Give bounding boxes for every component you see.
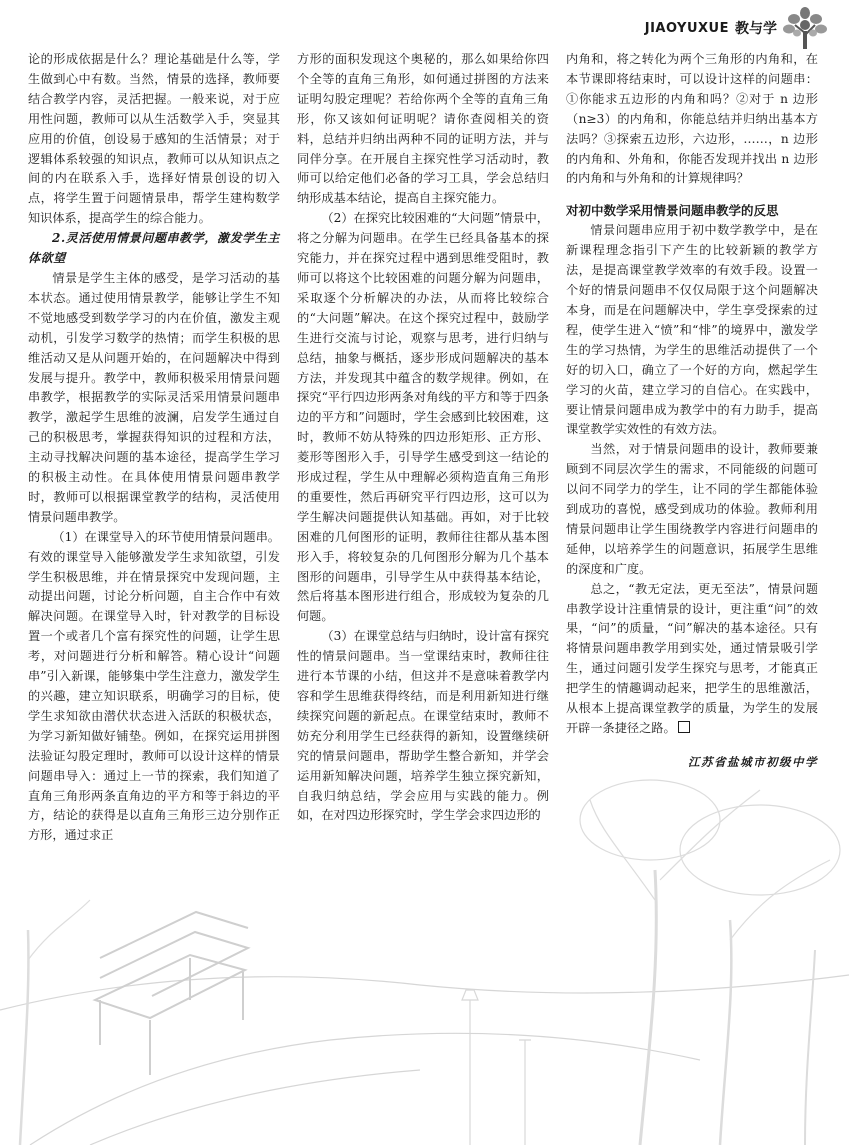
magazine-name-cn: 教与学: [735, 21, 777, 37]
paragraph: 当然，对于情景问题串的设计，教师要兼顾到不同层次学生的需求，不同能级的问题可以问不同学力的学生，让不同的学生都能体验到成功的喜悦，感受到成功的体验。教师利用情景问题串让学生围绕教学内容进行问题串的延伸，以培养学生的问题意识，拓展学生思维的深度和广度。: [566, 442, 818, 576]
paragraph: 情景问题串应用于初中数学教学中，是在新课程理念指引下产生的比较新颖的教学方法，是提高课堂教学效率的有效手段。设置一个好的情景问题串不仅仅局限于这个问题解决本身，而是在问题解决中，学生享受探索的过程，使学生进入“愤”和“悱”的境界中，激发学生的学习热情，为学生的思维活动提供了一个好的切入口，确立了一个好的方向，燃起学生学习的火苗，建立学习的自信心。在实践中，要让情景问题串成为教学中的有力助手，提高课堂教学实效性的有效方法。: [566, 223, 818, 437]
column-middle: [297, 50, 549, 826]
bench-icon: [95, 912, 248, 1075]
page-header: [645, 8, 829, 48]
paragraph: 论的形成依据是什么？理论基础是什么等，学生做到心中有数。当然，情景的选择，教师要结合教学内容，灵活把握。一般来说，对于应用性问题，教师可以从生活数学入手，突显其应用的价值，创设易于感知的生活情景；对于逻辑体系较强的知识点，教师可以从知识点之间的内在联系入手，选择好情景创设的切入点，将学生置于问题情景串，帮学生建构数学知识体系，提高学生的综合能力。: [28, 52, 280, 226]
paragraph: 内角和，将之转化为两个三角形的内角和，在本节课即将结束时，可以设计这样的问题串：①你能求五边形的内角和吗？②对于 n 边形（n≥3）的内角和，你能总结并归纳出基本方法吗？③探索五边形，六边形，……，n 边形的内角和、外角和，你能否发现并找出 n 边形的内角和与外角和的计算规律吗？: [566, 52, 818, 186]
column-right: [566, 50, 818, 773]
paragraph: （3）在课堂总结与归纳时，设计富有探究性的情景问题串。当一堂课结束时，教师往往进行本节课的小结，但这并不是意味着教学内容和学生思维获得终结，而是利用新知进行继续探究问题的新起点。在课堂结束时，教师不妨充分利用学生已经获得的新知，设置继续研究的情景问题串，帮助学生整合新知，并学会运用新知解决问题，培养学生独立探究新知，自我归纳总结，学会应用与实践的能力。例如，在对四边形探究时，学生学会求四边形的: [297, 629, 549, 823]
paragraph: （1）在课堂导入的环节使用情景问题串。有效的课堂导入能够激发学生求知欲望，引发学生积极思维，并在情景探究中发现问题，主动提出问题，讨论分析问题，自主合作中有效解决问题。在课堂导入时，针对教学的目标设置一个或者几个富有探究性的问题，让学生思考，对问题进行分析和解答。精心设计“问题串”引入新课，能够集中学生注意力，激发学生的兴趣，建立知识联系，明确学习的目标，使学生求知欲由潜伏状态进入活跃的积极状态，为学习新知做好铺垫。例如，在探究运用拼图法验证勾股定理时，教师可以设计这样的情景问题串导入：通过上一节的探索，我们知道了直角三角形两条直角边的平方和等于斜边的平方，结论的获得是以直角三角形三边分别作正方形，通过求正: [28, 529, 280, 843]
tree-icon: [781, 5, 829, 51]
paragraph: （2）在探究比较困难的“大问题”情景中，将之分解为问题串。在学生已经具备基本的探究能力，并在探究过程中遇到思维受阻时，教师可以将这个比较困难的问题分解为问题串，采取逐个分析解决的办法，从而将比较综合的“大问题”解决。在这个探究过程中，鼓励学生进行交流与讨论，观察与思考，进行归纳与总结，抽象与概括，逐步形成问题解决的基本方法，并发现其中蕴含的数学规律。例如，在探究“平行四边形两条对角线的平方和等于四条边的平方和”问题时，学生会感到比较困难，这时，教师不妨从特殊的四边形矩形、正方形、菱形等图形入手，引导学生感受到这一结论的形成过程，学生从中理解必须构造直角三角形的重要性，然后再研究平行四边形，这可以为学生解决问题提供认知基础。再如，对于比较困难的几何图形的证明，教师往往都从基本图形入手，将较复杂的几何图形分解为几个基本图形的问题串，引导学生从中获得基本结论，然后将基本图形进行组合，形成较为复杂的几何题。: [297, 211, 549, 624]
paragraph-text: 总之，“教无定法，更无至法”，情景问题串教学设计注重情景的设计，更注重“问”的效果，“问”的质量，“问”解决的基本途径。只有将情景问题串教学用到实处，通过情景吸引学生，通过问题引发学生探究与思考，才能真正把学生的情趣调动起来，把学生的思维激活，从根本上提高课堂教学的质量，为学生的发展开辟一条捷径之路。: [566, 581, 818, 735]
author-affiliation: 江苏省盐城市初级中学: [688, 754, 818, 769]
paragraph: 情景是学生主体的感受，是学习活动的基本状态。通过使用情景教学，能够让学生不知不觉地感受到数学学习的内在价值，激发主观动机，引发学习数学的热情；而学生积极的思维活动又是从问题开始的，在问题解决中得到发展与提升。教学中，教师积极采用情景问题串教学，根据教学的实际灵活采用情景问题串教学，激起学生思维的波澜，启发学生通过自己的积极思考，掌握获得知识的过程和方法，主动寻找解决问题的基本途径，提高学生学习的积极主动性。在具体使用情景问题串教学时，教师可以根据课堂教学的结构，灵活使用情景问题串教学。: [28, 270, 280, 524]
section-title: 对初中数学采用情景问题串教学的反思: [566, 203, 779, 219]
subheading: 2.灵活使用情景问题串教学，激发学生主体欲望: [28, 231, 280, 266]
end-square-icon: [678, 721, 690, 733]
magazine-name-en: JIAOYUXUE: [644, 20, 729, 36]
paragraph: 方形的面积发现这个奥秘的，那么如果给你四个全等的直角三角形，如何通过拼图的方法来证明勾股定理呢？若给你两个全等的直角三角形，你又该如何证明呢？请你查阅相关的资料，总结并归纳出两种不同的证明方法，并与同伴分享。在开展自主探究性学习活动时，教师可以给定他们必备的学习工具，学会总结归纳形成基本结论，提高自主探究能力。: [297, 52, 549, 206]
column-left: [28, 50, 280, 846]
paragraph-final: [566, 580, 818, 739]
